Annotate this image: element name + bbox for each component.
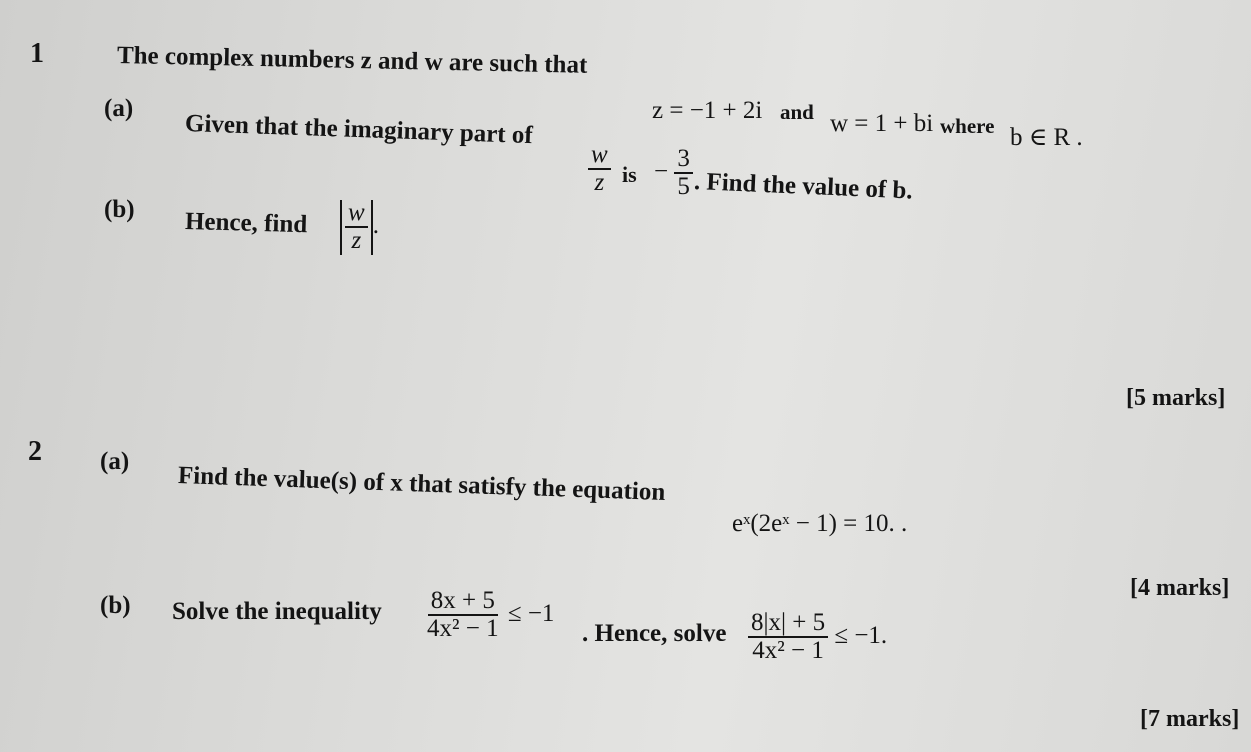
- question-2-number: 2: [28, 436, 42, 467]
- q1-intro-text: The complex numbers z and w are such that: [116, 42, 588, 79]
- q2b-label: (b): [100, 592, 131, 619]
- background-ghost: [1100, 260, 1220, 320]
- q2b-hence: . Hence, solve: [582, 620, 727, 647]
- q1b-label: (b): [104, 196, 135, 223]
- ineq1-denominator: 4x² − 1: [427, 615, 499, 643]
- q2a-equation: eˣ(2eˣ − 1) = 10. .: [732, 510, 908, 537]
- q1-z-equation: z = −1 + 2i: [652, 97, 763, 124]
- q1b-abs-w-over-z: [340, 200, 379, 255]
- q1a-is: is: [622, 162, 637, 187]
- q1-intro: [117, 42, 588, 80]
- frac-denominator-z: z: [594, 169, 605, 197]
- q2a-label: (a): [100, 448, 130, 475]
- q1-marks: [5 marks]: [1126, 385, 1226, 411]
- abs-frac-denominator-z: z: [351, 227, 362, 255]
- q2b-inequality-1: [424, 588, 554, 643]
- q2b-inequality-2: [748, 610, 887, 665]
- q1-where: where: [940, 114, 995, 138]
- frac-numerator-3: 3: [674, 146, 693, 174]
- q1-w-equation: w = 1 + bi: [830, 110, 934, 137]
- ineq1-numerator: 8x + 5: [428, 588, 498, 616]
- abs-frac-numerator-w: w: [345, 200, 368, 228]
- frac-denominator-5: 5: [677, 173, 690, 201]
- q1a-fraction-minus-three-fifths: [654, 146, 693, 201]
- q1-b-condition: b ∈ R .: [1010, 124, 1083, 151]
- q1b-text: Hence, find: [184, 208, 308, 239]
- q2a-text: Find the value(s) of x that satisfy the equation: [177, 462, 666, 507]
- q1-and: and: [780, 100, 814, 124]
- q2b-marks: [7 marks]: [1140, 706, 1240, 732]
- ineq2-rhs: ≤ −1.: [834, 621, 888, 649]
- q2a-marks: [4 marks]: [1130, 575, 1230, 601]
- q1a-end-text: . Find the value of b.: [693, 168, 914, 205]
- q1a-text: Given that the imaginary part of: [184, 110, 534, 150]
- question-1-number: 1: [30, 38, 44, 69]
- q1a-fraction-w-over-z: [588, 142, 611, 197]
- minus-sign: −: [654, 157, 669, 185]
- ineq2-denominator: 4x² − 1: [752, 637, 824, 665]
- q1b-end: .: [372, 211, 379, 239]
- q2b-text: Solve the inequality: [172, 598, 382, 625]
- ineq1-rhs: ≤ −1: [507, 599, 555, 627]
- ineq2-numerator: 8|x| + 5: [748, 610, 828, 638]
- frac-numerator-w: w: [588, 142, 611, 170]
- q1a-label: (a): [104, 95, 134, 122]
